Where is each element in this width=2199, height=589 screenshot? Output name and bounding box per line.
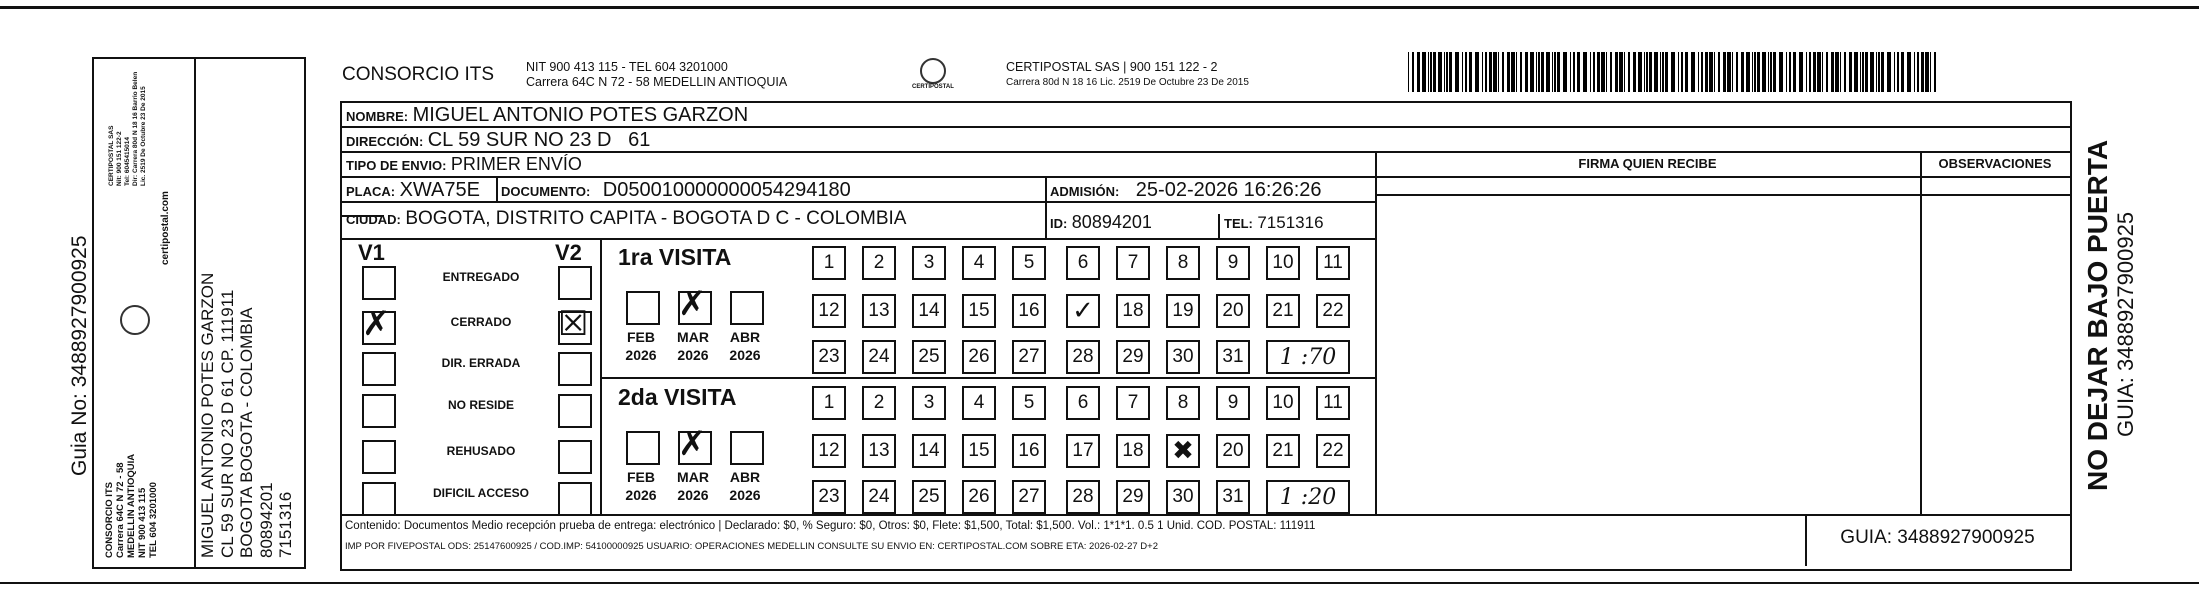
second-month-label: FEB 2026: [625, 469, 657, 503]
status-option-label: NO RESIDE: [447, 398, 514, 412]
placa-value: XWA75E: [399, 179, 480, 201]
divider: [1920, 151, 1922, 515]
bottom-edge-line: [0, 582, 2199, 584]
second-day-box[interactable]: 4: [962, 386, 996, 420]
second-day-box[interactable]: [1166, 434, 1200, 468]
barcode-bar: [1921, 52, 1924, 92]
first-day-box[interactable]: 16: [1012, 294, 1046, 328]
header-courier-line2: Carrera 80d N 18 16 Lic. 2519 De Octubre 23 De 2015: [1006, 77, 1249, 88]
barcode-bar: [1901, 52, 1904, 92]
barcode-bar: [1408, 52, 1409, 92]
v1-check-mark: ✗: [362, 304, 391, 344]
barcode-bar: [1615, 52, 1618, 92]
id-row: [1050, 212, 1152, 233]
first-day-box[interactable]: 25: [912, 340, 946, 374]
barcode-bar: [1840, 52, 1841, 92]
barcode-bar: [1930, 52, 1931, 92]
barcode-bar: [1752, 52, 1753, 92]
second-month-mark: ✗: [678, 424, 707, 464]
barcode-bar: [1698, 52, 1699, 92]
first-day-box[interactable]: 6: [1066, 246, 1100, 280]
barcode-bar: [1590, 52, 1591, 92]
stub-recipient: [198, 273, 296, 558]
first-day-box[interactable]: 8: [1166, 246, 1200, 280]
tel-label: TEL:: [1224, 216, 1253, 231]
divider: [342, 176, 2070, 178]
barcode-bar: [1793, 52, 1796, 92]
stub-recipient-line: BOGOTA BOGOTA - COLOMBIA: [237, 307, 256, 558]
v1-status-checkbox[interactable]: [362, 352, 396, 386]
second-day-box[interactable]: 10: [1266, 386, 1300, 420]
barcode-bar: [1665, 52, 1668, 92]
v2-status-checkbox[interactable]: [558, 394, 592, 428]
stub-sender-line: CONSORCIO ITS: [104, 481, 115, 558]
barcode-bar: [1628, 52, 1630, 92]
barcode-bar: [1525, 52, 1528, 92]
barcode-bar: [1779, 52, 1783, 92]
nombre-value: MIGUEL ANTONIO POTES GARZON: [412, 104, 749, 126]
barcode-bar: [1654, 52, 1658, 92]
barcode-bar: [1449, 52, 1452, 92]
admision-label: ADMISIÓN:: [1050, 184, 1120, 199]
barcode-bar: [1746, 52, 1750, 92]
first-day-box[interactable]: 22: [1316, 294, 1350, 328]
second-day-box[interactable]: 26: [962, 480, 996, 514]
side-guia: GUIA: 3488927900925: [2113, 211, 2138, 437]
barcode-bar: [1646, 52, 1648, 92]
second-day-box[interactable]: 18: [1116, 434, 1150, 468]
stub-courier-info: [108, 72, 148, 186]
divider: [496, 176, 498, 202]
second-day-mark: ✖: [1172, 436, 1194, 466]
barcode-bar: [1563, 52, 1567, 92]
barcode-bar: [1768, 52, 1769, 92]
first-day-box[interactable]: 14: [912, 294, 946, 328]
divider: [1045, 201, 1047, 239]
stub-divider: [194, 57, 196, 567]
barcode-bar: [1678, 52, 1679, 92]
first-day-box[interactable]: 12: [812, 294, 846, 328]
second-day-box[interactable]: 21: [1266, 434, 1300, 468]
barcode-bar: [1671, 52, 1675, 92]
barcode-bar: [1887, 52, 1891, 92]
admision-value: 25-02-2026 16:26:26: [1135, 179, 1322, 201]
stub-recipient-line: MIGUEL ANTONIO POTES GARZON: [198, 272, 217, 558]
barcode-bar: [1685, 52, 1688, 92]
barcode-bar: [1917, 52, 1919, 92]
documento-row: [501, 179, 851, 202]
divider: [1375, 194, 1920, 196]
first-day-box[interactable]: 20: [1216, 294, 1250, 328]
first-day-box[interactable]: 7: [1116, 246, 1150, 280]
barcode-bar: [1876, 52, 1877, 92]
first-month-label: ABR 2026: [729, 329, 761, 363]
barcode-bar: [1557, 52, 1560, 92]
top-edge-line: [0, 6, 2199, 9]
admision-row: [1050, 179, 1322, 202]
ciudad-value: BOGOTA, DISTRITO CAPITA - BOGOTA D C - COLOMBIA: [405, 208, 907, 229]
barcode-bar: [1502, 52, 1504, 92]
barcode-bar: [1489, 52, 1492, 92]
stub-courier-line: CERTIPOSTAL SAS: [108, 125, 115, 186]
stub-sender-line: MEDELLIN ANTIOQUIA: [126, 453, 137, 558]
barcode-bar: [1583, 52, 1587, 92]
barcode-bar: [1691, 52, 1695, 92]
barcode-bar: [1412, 52, 1414, 92]
ciudad-label: CIUDAD:: [346, 212, 401, 227]
stub-sender-line: Carrera 64C N 72 - 58: [115, 462, 126, 558]
barcode-bar: [1770, 52, 1772, 92]
header-courier-info: [1006, 60, 1249, 90]
barcode-bar: [1541, 52, 1544, 92]
second-day-box[interactable]: 31: [1216, 480, 1250, 514]
barcode-bar: [1469, 52, 1472, 92]
tel-row: [1224, 213, 1324, 233]
barcode-bar: [1897, 52, 1899, 92]
stub-courier-line: Nit: 900 151 122-2: [116, 131, 123, 186]
header-sender-info: [526, 60, 787, 90]
nombre-row: [346, 104, 748, 127]
second-month-label: MAR 2026: [677, 469, 709, 503]
barcode-bar: [1624, 52, 1625, 92]
direccion-value: CL 59 SUR NO 23 D 61: [427, 129, 651, 151]
tipo-row: [346, 154, 582, 175]
v1-status-checkbox[interactable]: [362, 482, 396, 516]
barcode-bar: [1520, 52, 1522, 92]
stub-sender: [104, 454, 159, 558]
first-day-box[interactable]: 11: [1316, 246, 1350, 280]
barcode-bar: [1736, 52, 1738, 92]
barcode-bar: [1428, 52, 1429, 92]
status-option-label: CERRADO: [450, 315, 512, 329]
v2-status-checkbox[interactable]: [558, 266, 592, 300]
first-month-label: MAR 2026: [677, 329, 709, 363]
firma-label: FIRMA QUIEN RECIBE: [1578, 156, 1717, 171]
second-day-box[interactable]: 1: [812, 386, 846, 420]
barcode-bar: [1446, 52, 1448, 92]
stub-courier-line: Tel: 6045415014: [124, 136, 131, 186]
barcode-bar: [1860, 52, 1861, 92]
second-day-box[interactable]: 30: [1166, 480, 1200, 514]
first-day-box[interactable]: 21: [1266, 294, 1300, 328]
second-day-box[interactable]: 15: [962, 434, 996, 468]
second-day-box[interactable]: 7: [1116, 386, 1150, 420]
barcode-bar: [1444, 52, 1445, 92]
first-day-box[interactable]: 24: [862, 340, 896, 374]
barcode-bar: [1593, 52, 1595, 92]
barcode-bar: [1881, 52, 1884, 92]
barcode-bar: [1822, 52, 1823, 92]
barcode-bar: [1789, 52, 1791, 92]
divider: [1045, 176, 1047, 202]
side-notice: NO DEJAR BAJO PUERTA: [2082, 139, 2113, 491]
barcode-bar: [1817, 52, 1821, 92]
tel-value: 7151316: [1257, 213, 1324, 232]
header-sender-name: CONSORCIO ITS: [342, 64, 495, 85]
barcode-bar: [1870, 52, 1874, 92]
first-day-box[interactable]: 10: [1266, 246, 1300, 280]
barcode-bar: [1485, 52, 1487, 92]
barcode-bar: [1430, 52, 1432, 92]
stub-recipient-line: 7151316: [276, 491, 295, 558]
barcode-bar: [1813, 52, 1816, 92]
barcode-bar: [1865, 52, 1868, 92]
barcode-bar: [1709, 52, 1713, 92]
barcode-bar: [1554, 52, 1556, 92]
ciudad-row: [346, 208, 906, 230]
second-day-box[interactable]: 23: [812, 480, 846, 514]
first-month-mark: ✗: [678, 284, 707, 324]
barcode-bar: [1773, 52, 1776, 92]
stub-sender-line: TEL 604 3201000: [148, 482, 159, 558]
first-day-box[interactable]: 31: [1216, 340, 1250, 374]
footer-imp: IMP POR FIVEPOSTAL ODS: 25147600925 / COD.IMP: 54100000925 USUARIO: OPERACIONES MEDELLIN CONSULTE SU ENVIO EN: CERTIPOSTAL.COM SOBRE ETA: 2026-02-27 D+2: [345, 541, 1158, 552]
second-day-box[interactable]: 16: [1012, 434, 1046, 468]
v1-status-checkbox[interactable]: [362, 440, 396, 474]
second-month-checkbox[interactable]: [730, 431, 764, 465]
header-sender-address: Carrera 64C N 72 - 58 MEDELLIN ANTIOQUIA: [526, 75, 788, 89]
stub-courier-line: Lic. 2519 De Octubre 23 De 2015: [140, 86, 147, 186]
v1-status-checkbox[interactable]: [362, 394, 396, 428]
first-visit-title: 1ra VISITA: [618, 244, 732, 270]
barcode-bar: [1455, 52, 1459, 92]
barcode-bar: [1619, 52, 1623, 92]
nombre-label: NOMBRE:: [346, 109, 409, 124]
barcode-bar: [1462, 52, 1463, 92]
placa-row: [346, 179, 480, 202]
second-day-box[interactable]: 6: [1066, 386, 1100, 420]
barcode-bar: [1844, 52, 1846, 92]
barcode-bar: [1546, 52, 1550, 92]
second-visit-title: 2da VISITA: [618, 384, 737, 410]
v1-label: V1: [358, 240, 385, 265]
divider: [342, 238, 1375, 240]
barcode-bar: [1907, 52, 1911, 92]
first-day-box[interactable]: 2: [862, 246, 896, 280]
barcode-bar: [1577, 52, 1580, 92]
status-option-label: DIFICIL ACCESO: [432, 486, 529, 500]
documento-value: D050010000000054294180: [602, 179, 851, 201]
barcode-bar: [1606, 52, 1607, 92]
footer-guia: GUIA: 3488927900925: [1840, 527, 2035, 548]
observaciones-label: OBSERVACIONES: [1938, 156, 2052, 171]
barcode-bar: [1723, 52, 1726, 92]
v2-status-checkbox[interactable]: [558, 440, 592, 474]
barcode-bar: [1644, 52, 1645, 92]
first-day-box[interactable]: 23: [812, 340, 846, 374]
barcode-bar: [1660, 52, 1661, 92]
second-day-box[interactable]: 14: [912, 434, 946, 468]
barcode-bar: [1714, 52, 1715, 92]
v2-check-mark: ☒: [558, 304, 589, 344]
barcode-bar: [1727, 52, 1731, 92]
divider: [1920, 194, 2070, 196]
first-day-box[interactable]: 26: [962, 340, 996, 374]
barcode-bar: [1438, 52, 1442, 92]
barcode-bar: [1662, 52, 1664, 92]
barcode-bar: [1552, 52, 1553, 92]
barcode-bar: [1786, 52, 1787, 92]
second-day-box[interactable]: 5: [1012, 386, 1046, 420]
v2-status-checkbox[interactable]: [558, 482, 592, 516]
second-day-box[interactable]: 11: [1316, 386, 1350, 420]
stub-courier-url: certipostal.com: [160, 191, 171, 265]
barcode-bar: [1538, 52, 1540, 92]
barcode-bar: [1570, 52, 1571, 92]
documento-label: DOCUMENTO:: [501, 184, 591, 199]
barcode-bar: [1633, 52, 1636, 92]
barcode-bar: [1705, 52, 1708, 92]
v1-status-checkbox[interactable]: [362, 266, 396, 300]
header-sender-nit: NIT 900 413 115 - TEL 604 3201000: [526, 60, 728, 74]
barcode-bar: [1511, 52, 1515, 92]
direccion-row: [346, 129, 650, 152]
status-option-label: DIR. ERRADA: [441, 356, 521, 370]
divider: [600, 377, 1375, 379]
divider: [1375, 151, 1377, 515]
id-label: ID:: [1050, 216, 1068, 231]
second-day-box[interactable]: 3: [912, 386, 946, 420]
barcode-bar: [1433, 52, 1436, 92]
barcode-bar: [1878, 52, 1880, 92]
second-day-box[interactable]: 9: [1216, 386, 1250, 420]
second-day-box[interactable]: 12: [812, 434, 846, 468]
barcode-bar: [1516, 52, 1517, 92]
first-month-checkbox[interactable]: [730, 291, 764, 325]
second-day-box[interactable]: 28: [1066, 480, 1100, 514]
first-handwritten-time: 1 :70: [1266, 340, 1350, 374]
barcode-bar: [1573, 52, 1575, 92]
first-day-box[interactable]: 4: [962, 246, 996, 280]
stub-recipient-line: 80894201: [256, 482, 276, 558]
first-day-box[interactable]: 28: [1066, 340, 1100, 374]
first-day-box[interactable]: 13: [862, 294, 896, 328]
direccion-label: DIRECCIÓN:: [346, 134, 424, 149]
barcode-bar: [1681, 52, 1683, 92]
barcode-bar: [1925, 52, 1929, 92]
barcode-bar: [1741, 52, 1744, 92]
barcode-bar: [1601, 52, 1605, 92]
barcode-bar: [1757, 52, 1760, 92]
divider: [1218, 214, 1220, 239]
first-month-label: FEB 2026: [625, 329, 657, 363]
v2-label: V2: [555, 240, 582, 265]
first-day-box[interactable]: 27: [1012, 340, 1046, 374]
certipostal-logo-icon: [920, 58, 946, 84]
first-day-box[interactable]: 1: [812, 246, 846, 280]
certipostal-logo-icon: [120, 305, 150, 335]
first-day-mark: ✓: [1072, 296, 1094, 326]
stub-recipient-line: CL 59 SUR NO 23 D 61 CP. 111911: [217, 289, 237, 558]
barcode-bar: [1718, 52, 1720, 92]
status-option-label: ENTREGADO: [442, 270, 520, 284]
barcode-bar: [1835, 52, 1839, 92]
barcode-bar: [1849, 52, 1852, 92]
second-day-box[interactable]: 13: [862, 434, 896, 468]
second-day-box[interactable]: 20: [1216, 434, 1250, 468]
second-handwritten-time: 1 :20: [1266, 480, 1350, 514]
barcode-bar: [1862, 52, 1864, 92]
first-day-box[interactable]: 3: [912, 246, 946, 280]
first-day-box[interactable]: 29: [1116, 340, 1150, 374]
first-day-box[interactable]: 5: [1012, 246, 1046, 280]
tipo-value: PRIMER ENVÍO: [450, 154, 582, 174]
barcode-bar: [1649, 52, 1652, 92]
stub-sender-line: NIT 900 413 115: [137, 487, 148, 558]
barcode-bar: [1498, 52, 1499, 92]
barcode-bar: [1806, 52, 1807, 92]
first-day-box[interactable]: [1066, 294, 1100, 328]
barcode-bar: [1482, 52, 1483, 92]
second-day-box[interactable]: 29: [1116, 480, 1150, 514]
first-day-box[interactable]: 18: [1116, 294, 1150, 328]
second-month-checkbox[interactable]: [626, 431, 660, 465]
second-day-box[interactable]: 25: [912, 480, 946, 514]
second-day-box[interactable]: 2: [862, 386, 896, 420]
status-option-label: REHUSADO: [446, 444, 516, 458]
barcode-bar: [1493, 52, 1497, 92]
second-day-box[interactable]: 22: [1316, 434, 1350, 468]
first-day-box[interactable]: 19: [1166, 294, 1200, 328]
barcode-bar: [1610, 52, 1612, 92]
second-day-box[interactable]: 27: [1012, 480, 1046, 514]
header-courier-logo-text: CERTIPOSTAL: [912, 84, 954, 90]
barcode-bar: [1754, 52, 1756, 92]
barcode-bar: [1809, 52, 1811, 92]
tipo-label: TIPO DE ENVIO:: [346, 158, 447, 173]
placa-label: PLACA:: [346, 184, 396, 199]
id-value: 80894201: [1071, 212, 1152, 232]
barcode-bar: [1762, 52, 1766, 92]
barcode-bar: [1934, 52, 1936, 92]
barcode-icon: [1408, 52, 1940, 94]
barcode-bar: [1799, 52, 1803, 92]
barcode-bar: [1914, 52, 1915, 92]
barcode-bar: [1701, 52, 1703, 92]
barcode-bar: [1732, 52, 1733, 92]
stub-guia-number: Guia No: 3488927900925: [68, 235, 91, 476]
barcode-bar: [1507, 52, 1510, 92]
barcode-bar: [1475, 52, 1479, 92]
barcode-bar: [1536, 52, 1537, 92]
barcode-bar: [1422, 52, 1426, 92]
second-month-label: ABR 2026: [729, 469, 761, 503]
second-day-box[interactable]: 8: [1166, 386, 1200, 420]
header-courier-line1: CERTIPOSTAL SAS | 900 151 122 - 2: [1006, 60, 1218, 74]
first-day-box[interactable]: 9: [1216, 246, 1250, 280]
first-day-box[interactable]: 30: [1166, 340, 1200, 374]
second-day-box[interactable]: 24: [862, 480, 896, 514]
footer-contenido: Contenido: Documentos Medio recepción prueba de entrega: electrónico | Declarado: $0, % Seguro: $0, Otros: $0, Flete: $1,500, Total: $1,500. Vol.: 1*1*1. 0.5 1 Unid. COD. POSTAL: 111911: [345, 520, 1316, 532]
barcode-bar: [1826, 52, 1828, 92]
barcode-bar: [1831, 52, 1834, 92]
second-day-box[interactable]: 17: [1066, 434, 1100, 468]
barcode-bar: [1894, 52, 1895, 92]
first-day-box[interactable]: 15: [962, 294, 996, 328]
barcode-bar: [1638, 52, 1642, 92]
first-month-checkbox[interactable]: [626, 291, 660, 325]
barcode-bar: [1417, 52, 1420, 92]
barcode-bar: [1854, 52, 1858, 92]
barcode-bar: [1597, 52, 1600, 92]
v2-status-checkbox[interactable]: [558, 352, 592, 386]
barcode-bar: [1530, 52, 1534, 92]
barcode-bar: [1465, 52, 1467, 92]
stub-courier-line: Dir: Carrera 80d N 18 16 Barrio Belen: [132, 71, 139, 186]
